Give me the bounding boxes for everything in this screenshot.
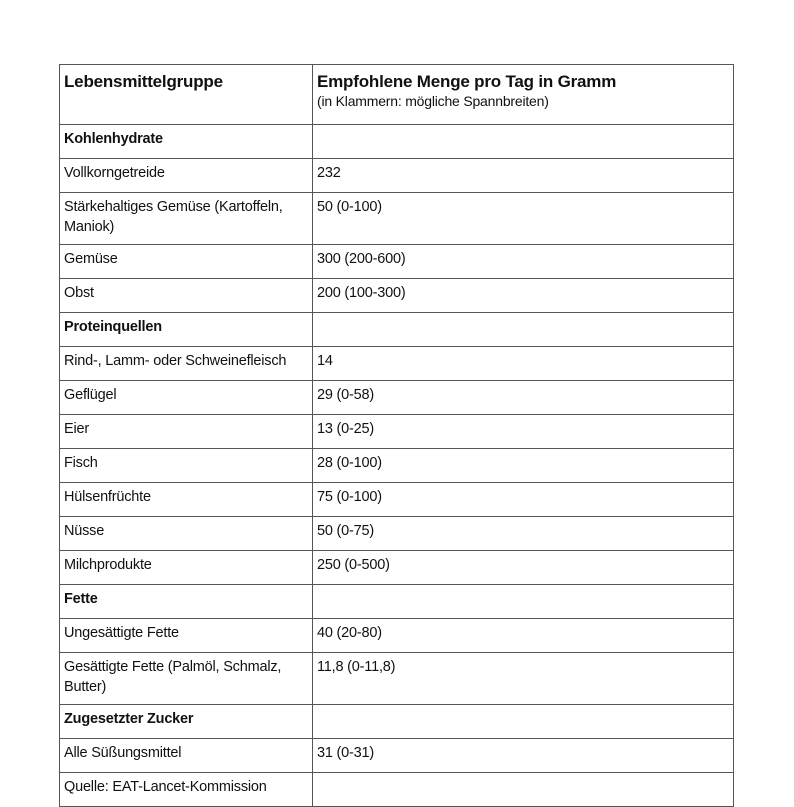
food-cell: Geflügel	[60, 381, 313, 415]
food-cell: Gesättigte Fette (Palmöl, Schmalz, Butter)	[60, 653, 313, 705]
section-empty-cell	[313, 585, 734, 619]
amount-cell: 13 (0-25)	[313, 415, 734, 449]
table-row	[60, 381, 734, 415]
section-title: Proteinquellen	[60, 313, 313, 347]
table-header-row	[60, 65, 734, 125]
section-row-proteinquellen	[60, 313, 734, 347]
amount-cell: 250 (0-500)	[313, 551, 734, 585]
table-row	[60, 245, 734, 279]
amount-cell: 11,8 (0-11,8)	[313, 653, 734, 705]
food-cell: Gemüse	[60, 245, 313, 279]
table-row	[60, 415, 734, 449]
table-row	[60, 483, 734, 517]
section-title: Zugesetzter Zucker	[60, 705, 313, 739]
header-food-group	[60, 65, 313, 125]
food-cell: Obst	[60, 279, 313, 313]
amount-cell: 300 (200-600)	[313, 245, 734, 279]
section-empty-cell	[313, 313, 734, 347]
header-food-group-label: Lebensmittelgruppe	[64, 72, 223, 91]
header-amount-title: Empfohlene Menge pro Tag in Gramm	[317, 72, 617, 91]
food-cell: Eier	[60, 415, 313, 449]
nutrition-table	[59, 64, 734, 807]
table-row	[60, 739, 734, 773]
food-cell: Stärkehaltiges Gemüse (Kartoffeln, Maniok)	[60, 193, 313, 245]
food-cell: Fisch	[60, 449, 313, 483]
nutrition-table-container	[59, 64, 733, 807]
amount-cell: 75 (0-100)	[313, 483, 734, 517]
table-row	[60, 193, 734, 245]
header-amount	[313, 65, 734, 125]
food-cell: Alle Süßungsmittel	[60, 739, 313, 773]
food-cell: Milchprodukte	[60, 551, 313, 585]
section-title: Fette	[60, 585, 313, 619]
source-empty-cell	[313, 773, 734, 807]
amount-cell: 28 (0-100)	[313, 449, 734, 483]
amount-cell: 50 (0-75)	[313, 517, 734, 551]
amount-cell: 40 (20-80)	[313, 619, 734, 653]
section-row-kohlenhydrate	[60, 125, 734, 159]
amount-cell: 232	[313, 159, 734, 193]
section-row-fette	[60, 585, 734, 619]
table-row	[60, 347, 734, 381]
amount-cell: 31 (0-31)	[313, 739, 734, 773]
amount-cell: 14	[313, 347, 734, 381]
table-row	[60, 449, 734, 483]
section-title: Kohlenhydrate	[60, 125, 313, 159]
amount-cell: 200 (100-300)	[313, 279, 734, 313]
table-row	[60, 279, 734, 313]
table-row	[60, 619, 734, 653]
food-cell: Nüsse	[60, 517, 313, 551]
amount-cell: 29 (0-58)	[313, 381, 734, 415]
section-row-zucker	[60, 705, 734, 739]
section-empty-cell	[313, 705, 734, 739]
table-row	[60, 517, 734, 551]
table-row	[60, 551, 734, 585]
food-cell: Vollkorngetreide	[60, 159, 313, 193]
food-cell: Rind-, Lamm- oder Schweinefleisch	[60, 347, 313, 381]
header-amount-subtitle: (in Klammern: mögliche Spannbreiten)	[317, 93, 549, 109]
table-row	[60, 653, 734, 705]
source-row	[60, 773, 734, 807]
section-empty-cell	[313, 125, 734, 159]
food-cell: Ungesättigte Fette	[60, 619, 313, 653]
table-row	[60, 159, 734, 193]
food-cell: Hülsenfrüchte	[60, 483, 313, 517]
source-cell: Quelle: EAT-Lancet-Kommission	[60, 773, 313, 807]
amount-cell: 50 (0-100)	[313, 193, 734, 245]
